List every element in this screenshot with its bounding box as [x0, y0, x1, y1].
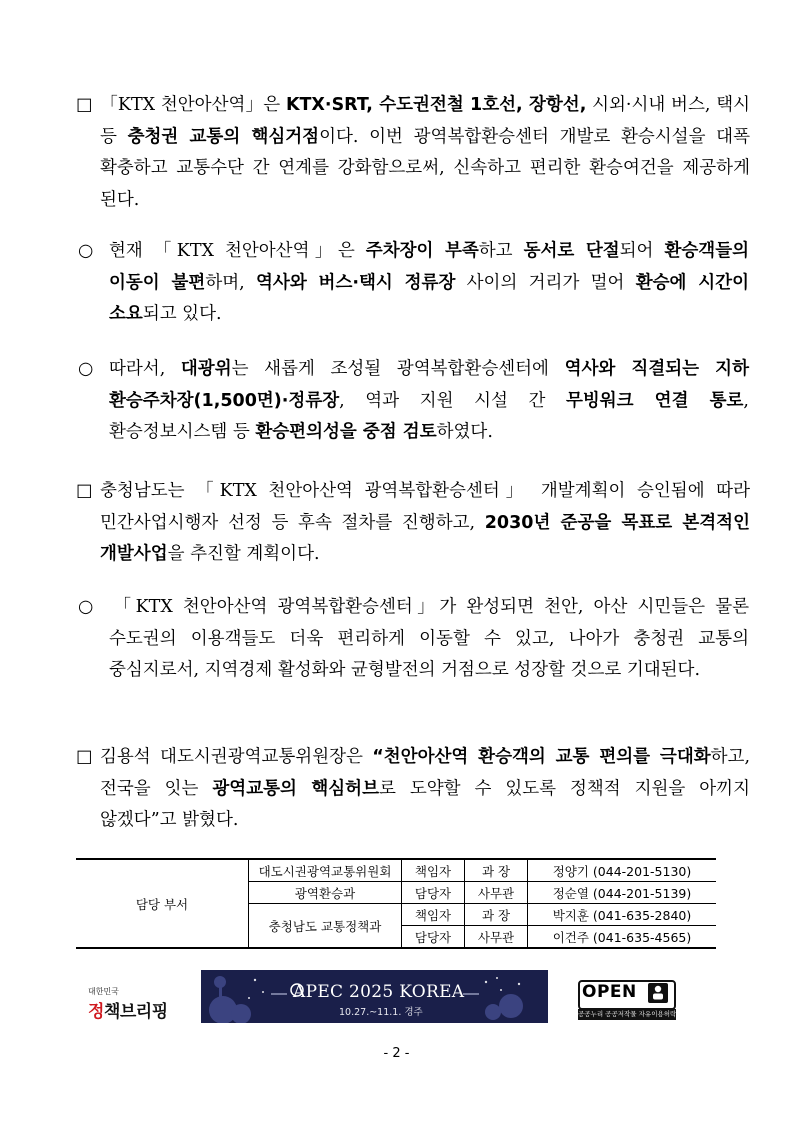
person-cell: 박지훈 (041-635-2840) [528, 904, 717, 926]
policy-briefing-logo: 대한민국 정책브리핑 [88, 987, 168, 1022]
paragraph-chungnam-plan: □ 충청남도는 「KTX 천안아산역 광역복합환승센터」 개발계획이 승인됨에 따라 민간사업시행자 선정 등 후속 절차를 진행하고, 2030년 준공을 목표로 본격적인 개발사업을 추진할 계획이다. [76, 476, 750, 571]
person-cell: 정순열 (044-201-5139) [528, 882, 717, 904]
contact-table [76, 858, 716, 949]
role-cell: 담당자 [402, 882, 465, 904]
open-license-logo: OPEN 공공누리 공공저작물 자유이용허락 [578, 982, 676, 1018]
circle-bullet: ○ [78, 241, 94, 261]
person-cell: 이건주 (041-635-4565) [528, 926, 717, 949]
apec-title: APEC 2025 KOREA [293, 982, 465, 1002]
apec-dates: 10.27.~11.1. 경주 [339, 1007, 423, 1018]
role-cell: 담당자 [402, 926, 465, 949]
title-cell: 사무관 [465, 882, 528, 904]
paragraph-current-problems: ○ 현재 「KTX 천안아산역」은 주차장이 부족하고 동서로 단절되어 환승객들의 이동이 불편하며, 역사와 버스·택시 정류장 사이의 거리가 멀어 환승에 시간이 소요되고 있다. [78, 236, 749, 331]
role-cell: 책임자 [402, 904, 465, 926]
square-bullet: □ [76, 95, 93, 115]
org2-name: 충청남도 교통정책과 [249, 904, 402, 949]
apec-banner [201, 970, 548, 1023]
title-cell: 과 장 [465, 904, 528, 926]
circle-bullet: ○ [78, 359, 94, 379]
paragraph-expected-effects: ○ 「KTX 천안아산역 광역복합환승센터」가 완성되면 천안, 아산 시민들은 물론 수도권의 이용객들도 더욱 편리하게 이동할 수 있고, 나아가 충청권 교통의 중심지로서, 지역경제 활성화와 균형발전의 거점으로 성장할 것으로 기대된다. [78, 592, 749, 687]
page-number: - 2 - [383, 1046, 410, 1061]
org1-name-line2: 광역환승과 [249, 882, 402, 904]
attribution-icon [648, 983, 668, 1003]
table-row [76, 859, 716, 882]
paragraph-review-plan: ○ 따라서, 대광위는 새롭게 조성될 광역복합환승센터에 역사와 직결되는 지하 환승주차장(1,500면)·정류장, 역과 지원 시설 간 무빙워크 연결 통로, 환승정보시스템 등 환승편의성을 중점 검토하였다. [78, 354, 749, 449]
paragraph-ktx-hub: □ 「KTX 천안아산역」은 KTX·SRT, 수도권전철 1호선, 장항선, 시외·시내 버스, 택시 등 충청권 교통의 핵심거점이다. 이번 광역복합환승센터 개발로 환승시설을 대폭 확충하고 교통수단 간 연계를 강화함으로써, 신속하고 편리한 환승여건을 제공하게 된다. [76, 90, 750, 216]
paragraph-commissioner-quote: □ 김용석 대도시권광역교통위원장은 “천안아산역 환승객의 교통 편의를 극대화하고, 전국을 잇는 광역교통의 핵심허브로 도약할 수 있도록 정책적 지원을 아끼지 않겠다”고 밝혔다. [76, 742, 750, 837]
role-cell: 책임자 [402, 859, 465, 882]
org1-name-line1: 대도시권광역교통위원회 [249, 859, 402, 882]
square-bullet: □ [76, 481, 93, 501]
square-bullet: □ [76, 747, 93, 767]
department-label: 담당 부서 [76, 859, 249, 948]
title-cell: 사무관 [465, 926, 528, 949]
person-cell: 정양기 (044-201-5130) [528, 859, 717, 882]
title-cell: 과 장 [465, 859, 528, 882]
circle-bullet: ○ [78, 597, 94, 617]
